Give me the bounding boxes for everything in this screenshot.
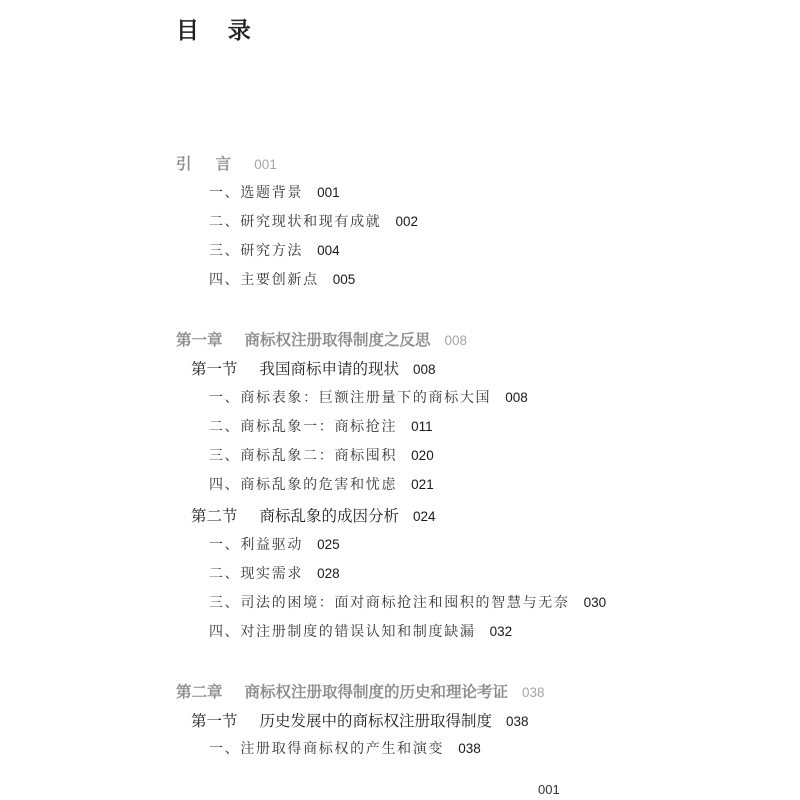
toc-entry-label: 四、对注册制度的错误认知和制度缺漏 (209, 624, 476, 640)
footer-page-number: 001 (538, 782, 560, 797)
page-title: 目 录 (176, 18, 262, 44)
section-number: 第二节 (191, 507, 238, 525)
toc-entry-section (191, 357, 436, 379)
toc-page-number: 030 (583, 595, 607, 610)
toc-entry-item (209, 563, 340, 583)
toc-entry-label: 商标权注册取得制度之反思 (244, 331, 431, 349)
chapter-number: 第二章 (176, 683, 223, 701)
toc-page-number: 032 (489, 624, 513, 639)
toc-page-number: 020 (411, 448, 434, 463)
toc-page-number: 028 (317, 566, 340, 581)
toc-entry-label: 三、研究方法 (209, 243, 304, 259)
toc-page-number: 002 (395, 214, 419, 229)
toc-entry-item (209, 182, 340, 202)
toc-page-number: 021 (411, 477, 434, 492)
toc-entry-item (209, 738, 481, 758)
toc-entry-part (176, 152, 277, 174)
toc-entry-item (209, 416, 433, 436)
toc-entry-chapter (176, 680, 545, 702)
toc-entry-item (209, 211, 418, 231)
toc-entry-item (209, 592, 606, 612)
section-number: 第一节 (191, 712, 238, 730)
toc-page-number: 008 (444, 333, 468, 348)
toc-entry-label: 引 言 (176, 155, 241, 173)
toc-page-number: 001 (317, 185, 340, 200)
toc-entry-label: 三、司法的困境：面对商标抢注和囤积的智慧与无奈 (209, 595, 570, 611)
toc-entry-label: 我国商标申请的现状 (259, 360, 400, 378)
toc-entry-section (191, 504, 436, 526)
toc-entry-label: 一、注册取得商标权的产生和演变 (209, 741, 445, 757)
toc-entry-label: 历史发展中的商标权注册取得制度 (259, 712, 493, 730)
toc-page-number: 038 (506, 714, 529, 729)
toc-entry-section (191, 709, 529, 731)
toc-page-number: 011 (411, 419, 433, 434)
toc-entry-item (209, 474, 434, 494)
toc-entry-item (209, 269, 355, 289)
toc-page-number: 038 (522, 685, 545, 700)
toc-page-number: 025 (317, 537, 340, 552)
toc-entry-label: 二、商标乱象一：商标抢注 (209, 419, 398, 435)
toc-page-number: 008 (413, 362, 436, 377)
toc-entry-label: 二、现实需求 (209, 566, 304, 582)
toc-entry-chapter (176, 328, 467, 350)
toc-page-number: 008 (505, 390, 528, 405)
toc-entry-label: 四、商标乱象的危害和忧虑 (209, 477, 398, 493)
toc-entry-label: 商标乱象的成因分析 (259, 507, 400, 525)
toc-entry-label: 三、商标乱象二：商标囤积 (209, 448, 398, 464)
toc-page-number: 038 (458, 741, 481, 756)
toc-entry-label: 一、选题背景 (209, 185, 304, 201)
toc-page-number: 004 (317, 243, 340, 258)
toc-entry-item (209, 534, 340, 554)
chapter-number: 第一章 (176, 331, 223, 349)
toc-page-number: 024 (413, 509, 436, 524)
toc-entry-item (209, 621, 512, 641)
toc-entry-label: 商标权注册取得制度的历史和理论考证 (244, 683, 509, 701)
toc-page-number: 005 (332, 272, 356, 287)
toc-entry-item (209, 240, 340, 260)
toc-entry-label: 四、主要创新点 (209, 272, 319, 288)
toc-entry-label: 一、利益驱动 (209, 537, 304, 553)
toc-entry-item (209, 445, 434, 465)
toc-page-number: 001 (254, 157, 277, 172)
section-number: 第一节 (191, 360, 238, 378)
toc-entry-label: 二、研究现状和现有成就 (209, 214, 382, 230)
toc-entry-label: 一、商标表象：巨额注册量下的商标大国 (209, 390, 492, 406)
toc-entry-item (209, 387, 528, 407)
